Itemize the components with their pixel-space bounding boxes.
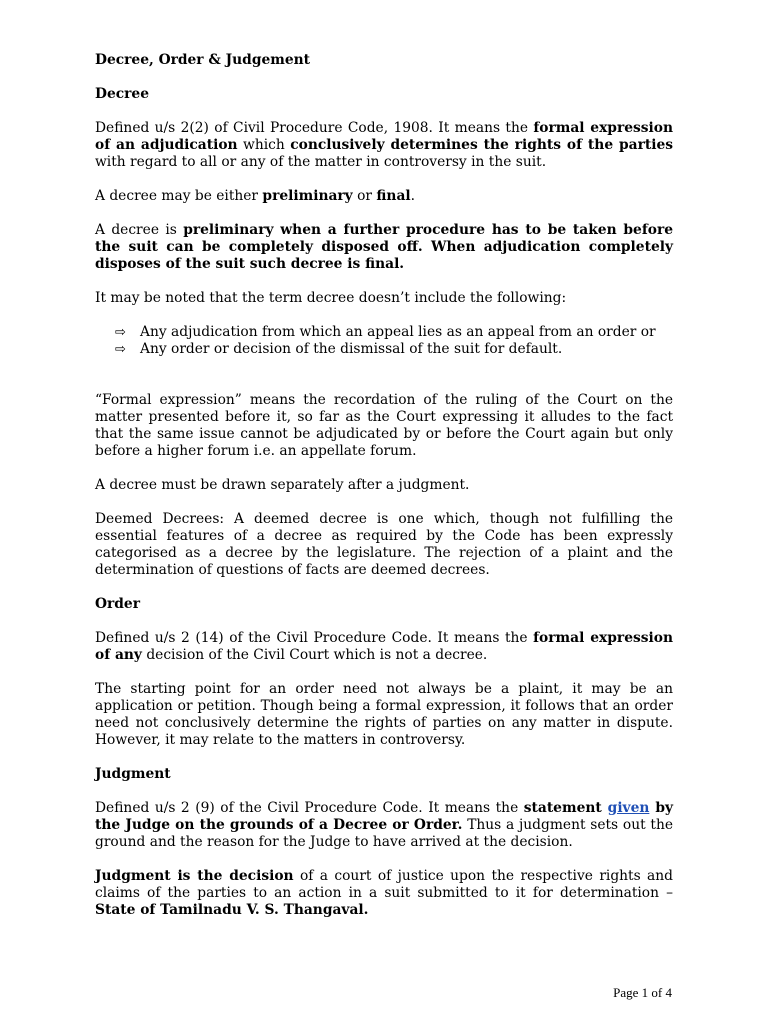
text-run: .	[410, 188, 416, 204]
spacer	[95, 375, 673, 392]
section-heading-decree: Decree	[95, 86, 149, 102]
list-item	[115, 324, 673, 341]
text-run: Thus a judgment sets out the ground and the reason for the Judge to have arrived at the decision.	[95, 817, 673, 850]
text-run: Defined u/s 2 (9) of the Civil Procedure Code. It means the	[95, 800, 524, 816]
order-starting-point-paragraph: The starting point for an order need not always be a plaint, it may be an application or petition. Though being a formal expression, it follows that an order need not conclusively determine the rights of parties on any matter in dispute. However, it may relate to the matters in controversy.	[95, 681, 673, 748]
exclusions-intro-paragraph: It may be noted that the term decree doesn’t include the following:	[95, 290, 567, 306]
bold-run: statement	[523, 800, 608, 816]
preliminary-decree-paragraph	[95, 222, 673, 273]
bold-run: formal expression of an adjudication	[95, 120, 673, 153]
bold-run: Judgment is the decision	[95, 868, 294, 884]
text-run: decision of the Civil Court which is not a decree.	[141, 647, 488, 663]
judgment-decision-paragraph	[95, 868, 673, 919]
decree-types-paragraph	[95, 188, 673, 205]
list-item-text: Any adjudication from which an appeal lies as an appeal from an order or	[140, 324, 656, 340]
text-run: of a court of justice upon the respective rights and claims of the parties to an action in a suit submitted to it for determination –	[95, 868, 674, 901]
decree-definition-paragraph	[95, 120, 673, 171]
exclusions-list	[95, 324, 673, 358]
bold-run: preliminary	[262, 188, 353, 204]
deemed-decrees-paragraph: Deemed Decrees: A deemed decree is one which, though not fulfilling the essential features of a decree as required by the Code has been expressly categorised as a decree by the legislature. The rejection of a plaint and the determination of questions of facts are deemed decrees.	[95, 511, 673, 578]
text-run: Defined u/s 2 (14) of the Civil Procedure Code. It means the	[95, 630, 534, 646]
bold-run: conclusively determines the rights of the parties	[290, 137, 673, 153]
list-item	[115, 341, 673, 358]
bold-run: formal expression of any	[95, 630, 673, 663]
text-run: or	[352, 188, 377, 204]
document-page	[95, 52, 673, 936]
list-item-text: Any order or decision of the dismissal of the suit for default.	[140, 341, 563, 357]
arrow-bullet-icon: ⇨	[115, 342, 126, 357]
text-run: with regard to all or any of the matter in controversy in the suit.	[95, 154, 547, 170]
drawn-separately-paragraph: A decree must be drawn separately after a judgment.	[95, 477, 470, 493]
text-run: which	[237, 137, 291, 153]
formal-expression-paragraph: “Formal expression” means the recordation of the ruling of the Court on the matter presented before it, so far as the Court expressing it alludes to the fact that the same issue cannot be adjudicated by or before the Court again but only before a higher forum i.e. an appellate forum.	[95, 392, 673, 459]
section-heading-judgment: Judgment	[95, 766, 171, 782]
page-number: Page 1 of 4	[613, 985, 672, 1000]
order-definition-paragraph	[95, 630, 673, 664]
text-run: A decree may be either	[95, 188, 263, 204]
bold-run: preliminary when a further procedure has to be taken before the suit can be completely disposed off. When adjudication completely disposes of the suit such decree is final.	[95, 222, 674, 272]
judgment-definition-paragraph	[95, 800, 673, 851]
document-title: Decree, Order & Judgement	[95, 52, 311, 68]
text-run: Defined u/s 2(2) of Civil Procedure Code, 1908. It means the	[95, 120, 534, 136]
section-heading-order: Order	[95, 596, 140, 612]
bold-run: by the Judge on the grounds of a Decree or Order.	[95, 800, 673, 833]
given-link[interactable]: given	[607, 800, 650, 816]
text-run: A decree is	[95, 222, 184, 238]
bold-run: final	[376, 188, 411, 204]
bold-run: State of Tamilnadu V. S. Thangaval.	[95, 902, 369, 918]
arrow-bullet-icon: ⇨	[115, 325, 126, 340]
